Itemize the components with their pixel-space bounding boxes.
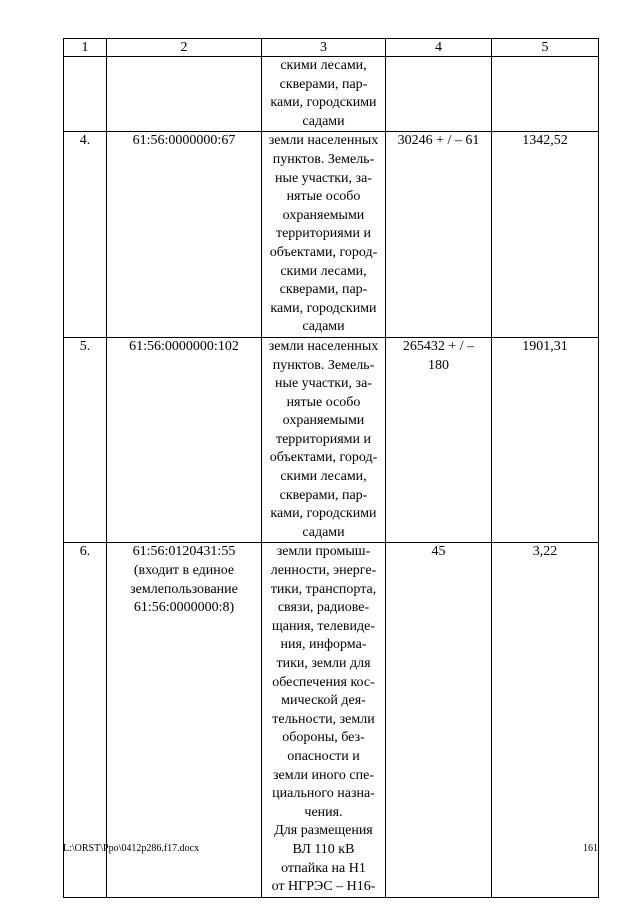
cell-text-line: объектами, город- bbox=[269, 450, 378, 466]
cell-text-line: 3,22 bbox=[532, 544, 558, 560]
table-row bbox=[64, 132, 599, 338]
cell-text-line: скверами, пар- bbox=[279, 282, 368, 298]
cell-text-line: 265432 + / – bbox=[402, 338, 475, 354]
cost-cell bbox=[492, 57, 599, 132]
column-number-3: 3 bbox=[262, 39, 386, 57]
cell-text-line: (входит в единое bbox=[133, 563, 235, 579]
cell-text-line: циального назна- bbox=[272, 786, 375, 802]
cell-text-line: опасности и bbox=[287, 748, 360, 764]
cell-text-line: охраняемыми bbox=[282, 207, 365, 223]
cell-text-line: скверами, пар- bbox=[279, 76, 368, 92]
page-number: 161 bbox=[583, 843, 598, 854]
cell-text-line: 61:56:0000000:102 bbox=[129, 338, 239, 354]
cell-text-line: тики, транспорта, bbox=[270, 581, 377, 597]
column-number-row bbox=[64, 39, 599, 57]
cell-text-line: земли иного спе- bbox=[272, 767, 375, 783]
cell-text-line: скими лесами, bbox=[280, 469, 367, 485]
cell-text-line: мической дея- bbox=[281, 693, 366, 709]
cell-text-line: тельности, земли bbox=[272, 711, 375, 727]
row-number-cell: 5. bbox=[64, 337, 107, 543]
cell-text-line: пунктов. Земель- bbox=[272, 151, 375, 167]
cell-text-line: территориями и bbox=[275, 226, 372, 242]
land-category-cell bbox=[262, 337, 386, 543]
cell-text-line: 1342,52 bbox=[522, 133, 568, 149]
cell-text-line: связи, радиове- bbox=[277, 600, 370, 616]
cell-text-line: Для размещения bbox=[274, 823, 373, 839]
cell-text-line: 30246 + / – 61 bbox=[397, 133, 480, 149]
cadastral-number-cell bbox=[107, 132, 262, 338]
cell-text-line: ленности, энерге- bbox=[270, 563, 377, 579]
cell-text-line: ками, городскими bbox=[270, 300, 377, 316]
cell-text-line: пунктов. Земель- bbox=[272, 357, 375, 373]
cell-text-line: объектами, город- bbox=[269, 244, 378, 260]
cell-text-line: земли населенных bbox=[268, 133, 379, 149]
cell-text-line: охраняемыми bbox=[282, 413, 365, 429]
column-number-4: 4 bbox=[386, 39, 492, 57]
cell-text-line: земли населенных bbox=[268, 338, 379, 354]
cell-text-line: ками, городскими bbox=[270, 95, 377, 111]
cell-text-line: ками, городскими bbox=[270, 506, 377, 522]
row-number-cell bbox=[64, 57, 107, 132]
area-cell bbox=[386, 57, 492, 132]
cell-text-line: от НГРЭС – Н16- bbox=[271, 879, 376, 895]
cell-text-line: садами bbox=[302, 113, 345, 129]
cell-text-line: 61:56:0120431:55 bbox=[132, 544, 236, 560]
cell-text-line: скверами, пар- bbox=[279, 487, 368, 503]
cell-text-line: скими лесами, bbox=[280, 263, 367, 279]
table-row bbox=[64, 337, 599, 543]
cadastral-number-cell bbox=[107, 337, 262, 543]
column-number-1: 1 bbox=[64, 39, 107, 57]
cell-text-line: нятые особо bbox=[286, 189, 361, 205]
cell-text-line: чения. bbox=[304, 804, 343, 820]
page-footer bbox=[63, 843, 598, 854]
area-cell bbox=[386, 337, 492, 543]
cell-text-line: 61:56:0000000:8) bbox=[133, 600, 235, 616]
cell-text-line: ные участки, за- bbox=[275, 376, 372, 392]
cell-text-line: ные участки, за- bbox=[275, 170, 372, 186]
cell-text-line: садами bbox=[302, 524, 345, 540]
cell-text-line: ния, информа- bbox=[280, 637, 367, 653]
cost-cell bbox=[492, 132, 599, 338]
area-cell bbox=[386, 132, 492, 338]
column-number-2: 2 bbox=[107, 39, 262, 57]
cell-text-line: землепользование bbox=[130, 581, 238, 597]
cost-cell bbox=[492, 337, 599, 543]
cell-text-line: 45 bbox=[431, 544, 446, 560]
cell-text-line: территориями и bbox=[275, 431, 372, 447]
land-plots-table bbox=[63, 38, 599, 898]
cell-text-line: 1901,31 bbox=[522, 338, 568, 354]
cell-text-line: скими лесами, bbox=[280, 58, 367, 73]
cell-text-line: обеспечения кос- bbox=[272, 674, 375, 690]
cell-text-line: 61:56:0000000:67 bbox=[132, 133, 236, 149]
cell-text-line: садами bbox=[302, 319, 345, 335]
cell-text-line: отпайка на Н1 bbox=[281, 860, 366, 876]
cell-text-line: ВЛ 110 кВ bbox=[292, 841, 355, 857]
cell-text-line: 180 bbox=[428, 357, 449, 373]
land-category-cell bbox=[262, 132, 386, 338]
cell-text-line: нятые особо bbox=[286, 394, 361, 410]
cell-text-line: обороны, без- bbox=[282, 730, 365, 746]
row-number-cell: 4. bbox=[64, 132, 107, 338]
row-number-cell: 6. bbox=[64, 543, 107, 897]
cell-text-line: земли промыш- bbox=[276, 544, 371, 560]
table-row bbox=[64, 57, 599, 132]
column-number-5: 5 bbox=[492, 39, 599, 57]
cadastral-number-cell bbox=[107, 57, 262, 132]
cell-text-line: тики, земли для bbox=[276, 656, 371, 671]
land-category-cell bbox=[262, 57, 386, 132]
cell-text-line: щания, телевиде- bbox=[271, 618, 376, 634]
file-path: L:\ORST\Ppo\0412p286.f17.docx bbox=[63, 843, 200, 854]
